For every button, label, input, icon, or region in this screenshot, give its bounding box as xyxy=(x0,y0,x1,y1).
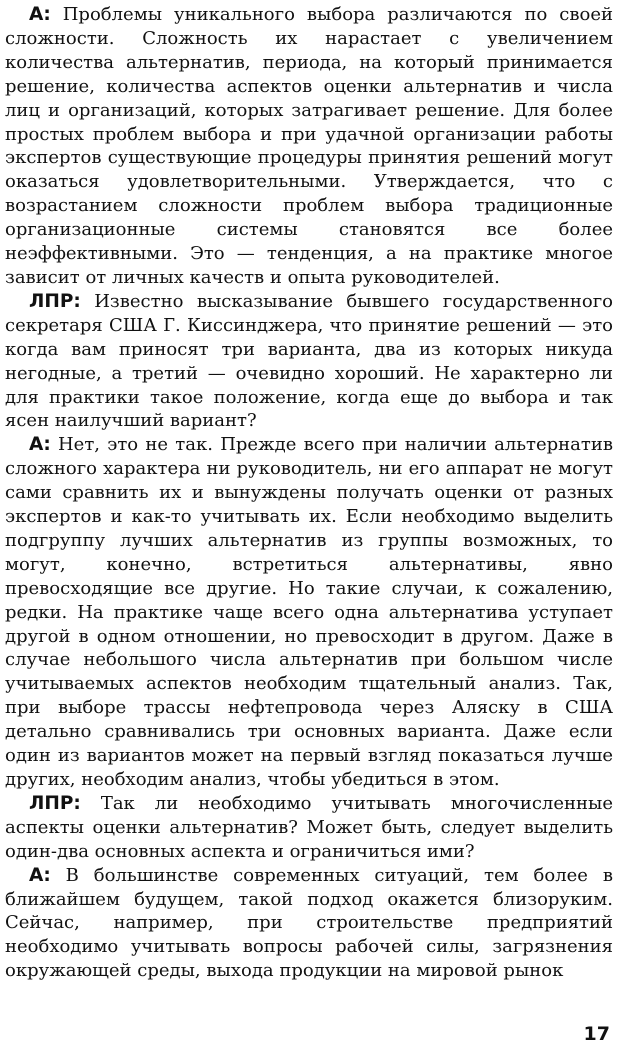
speaker-label: А: xyxy=(29,4,51,25)
paragraph-text: Нет, это не так. Прежде всего при наличии альтернатив сложного характера ни руководитель, ни его аппарат не могут сами сравнить их и вынуждены получать оценки от разных экспертов и как-то учитывать их. Если необходимо выделить подгруппу лучших альтернатив из группы возможных, то могут, конечно, встретиться альтернативы, явно превосходящие все другие. Но такие случаи, к сожалению, редки. На практике чаще всего одна альтернатива уступает другой в одном отношении, но превосходит в другом. Даже в случае небольшого числа альтернатив при большом числе учитываемых аспектов необходим тщательный анализ. Так, при выборе трассы нефтепровода через Аляску в США детально сравнивались три основных варианта. Даже если один из вариантов может на первый взгляд показаться лучше других, необходим анализ, чтобы убедиться в этом. xyxy=(5,434,613,790)
paragraph-text: Так ли необходимо учитывать многочисленные аспекты оценки альтернатив? Может быть, следует выделить один-два основных аспекта и ограничиться ими? xyxy=(5,792,613,862)
paragraph-analyst-2 xyxy=(5,433,613,792)
paragraph-decision-maker-2 xyxy=(5,792,613,864)
paragraph-analyst-3 xyxy=(5,864,613,984)
speaker-label: ЛПР: xyxy=(29,792,81,814)
paragraph-decision-maker-1 xyxy=(5,290,613,433)
paragraph-text: Проблемы уникального выбора различаются по своей сложности. Сложность их нарастает с увеличением количества альтернатив, периода, на который принимается решение, количества аспектов оценки альтернатив и числа лиц и организаций, которых затрагивает решение. Для более простых проблем выбора и при удачной организации работы экспертов существующие процедуры принятия решений могут оказаться удовлетворительными. Утверждается, что с возрастанием сложности проблем выбора традиционные организационные системы становятся все более неэффективными. Это — тенденция, а на практике многое зависит от личных качеств и опыта руководителей. xyxy=(5,4,613,288)
paragraph-analyst-1 xyxy=(5,3,613,290)
paragraph-text: Известно высказывание бывшего государственного секретаря США Г. Киссинджера, что принятие решений — это когда вам приносят три варианта, два из которых никуда негодные, а третий — очевидно хороший. Не характерно ли для практики такое положение, когда еще до выбора и так ясен наилучший вариант? xyxy=(5,290,613,432)
page-number: 17 xyxy=(583,1023,610,1045)
speaker-label: ЛПР: xyxy=(29,290,81,312)
body-text xyxy=(5,3,613,983)
paragraph-text: В большинстве современных ситуаций, тем более в ближайшем будущем, такой подход окажется близоруким. Сейчас, например, при строительстве предприятий необходимо учитывать вопросы рабочей силы, загрязнения окружающей среды, выхода продукции на мировой рынок xyxy=(5,864,613,982)
speaker-label: А: xyxy=(29,434,51,456)
speaker-label: А: xyxy=(29,864,51,886)
